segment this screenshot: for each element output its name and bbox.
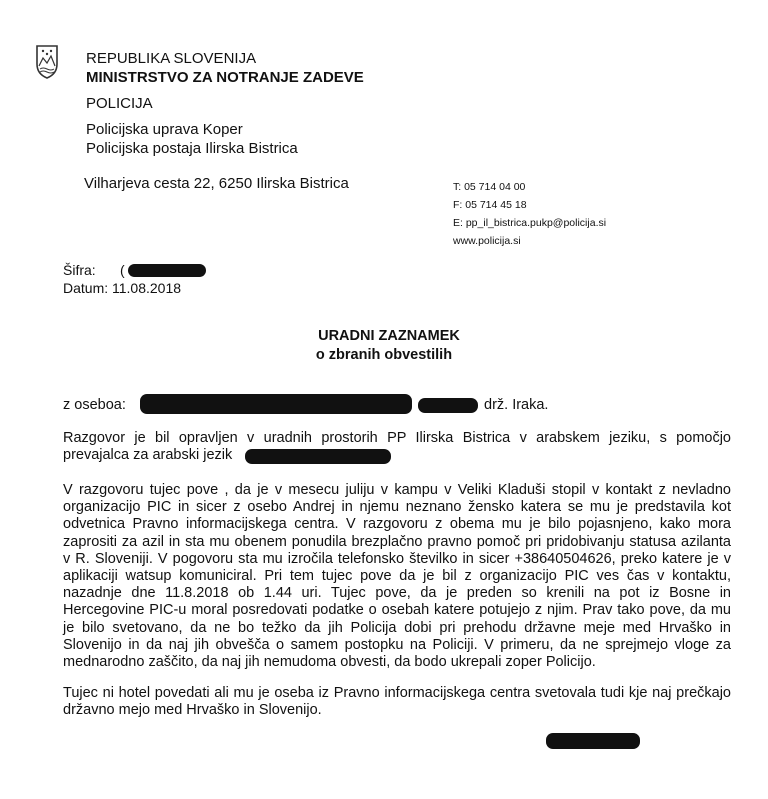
website: www.policija.si <box>453 235 521 247</box>
redaction-name <box>140 394 412 414</box>
paragraph-line: aplikaciji watsup komuniciral. Pri tem tujec pove da je bil z organizacijo PIC ves čas v kontaktu, <box>63 568 731 585</box>
document-date: Datum: 11.08.2018 <box>63 280 182 296</box>
paragraph-statement <box>63 482 731 671</box>
paragraph-line: v R. Sloveniji. V pogovoru sta mu izročila telefonsko številko in sicer +38640504626, preko katere je v <box>63 550 731 567</box>
directorate-name: Policijska uprava Koper <box>86 121 243 138</box>
country-name: REPUBLIKA SLOVENIJA <box>86 50 257 67</box>
paragraph-line: Razgovor je bil opravljen v uradnih prostorih PP Ilirska Bistrica v arabskem jeziku, s pomočjo <box>63 430 731 446</box>
title-line-1: URADNI ZAZNAMEK <box>318 328 460 344</box>
paragraph-line: odvetnica Pravno informacijskega centra. V razgovoru z obema mu je bilo pojasnjeno, kako mora <box>63 516 731 533</box>
redaction-code <box>128 264 206 277</box>
station-address: Vilharjeva cesta 22, 6250 Ilirska Bistrica <box>84 175 349 192</box>
paragraph-interview-location <box>63 430 731 464</box>
paragraph-line: Slovenijo in da naj jih obvešča o samem postopku na Policiji. V primeru, da ne sprejmejo vloge za <box>63 636 731 653</box>
phone-number: T: 05 714 04 00 <box>453 181 526 193</box>
contact-block <box>453 178 606 250</box>
coat-of-arms-icon <box>34 44 60 80</box>
subject-label: z oseboa: <box>63 397 126 413</box>
redaction-signature <box>546 733 640 749</box>
code-label: Šifra: <box>63 262 96 278</box>
paragraph-line: mednarodno zaščito, da naj jih nemudoma obvesti, da bodo ukrepali zoper Policijo. <box>63 654 596 671</box>
fax-number: F: 05 714 45 18 <box>453 199 527 211</box>
paragraph-line: je bilo svetovano, da ne bo težko da jih Policija dobi pri prehodu državne meje med Hrvaško in <box>63 619 731 636</box>
paragraph-line: prevajalca za arabski jezik <box>63 447 233 464</box>
station-name: Policijska postaja Ilirska Bistrica <box>86 140 298 157</box>
paragraph-line: Tujec ni hotel povedati ali mu je oseba iz Pravno informacijskega centra svetovala tudi kje naj prečkajo <box>63 685 731 701</box>
document-title <box>0 327 768 365</box>
police-name: POLICIJA <box>86 95 153 112</box>
redaction-detail <box>418 398 478 413</box>
redaction-translator <box>245 449 391 464</box>
subject-suffix: drž. Iraka. <box>484 397 549 413</box>
paragraph-conclusion <box>63 685 731 719</box>
email-address: E: pp_il_bistrica.pukp@policija.si <box>453 217 607 229</box>
ministry-name: MINISTRSTVO ZA NOTRANJE ZADEVE <box>86 69 364 86</box>
paragraph-line: Hercegovine PIC-u moral posredovati podatke o osebah katere potujejo z njim. Prav tako pove, da mu <box>63 602 731 619</box>
paragraph-line: organizacijo PIC in sicer z osebo Andrej in njemu neznano žensko katera se mu je predstavila kot <box>63 499 731 516</box>
code-prefix: ( <box>120 262 125 278</box>
paragraph-line: državno mejo med Hrvaško in Slovenijo. <box>63 702 322 719</box>
paragraph-line: zaprositi za azil in sta mu obenem ponudila brezplačno pravno pomoč pri pridobivanju statusa azilanta <box>63 533 731 550</box>
title-line-2: o zbranih obvestilih <box>315 347 453 363</box>
paragraph-line: nazadnje dne 11.8.2018 ob 1.44 uri. Tujec pove, da je preden so krenili na pot iz Bosne in <box>63 585 731 602</box>
paragraph-line: V razgovoru tujec pove , da je v mesecu juliju v kampu v Veliki Kladuši stopil v kontakt z nevladno <box>63 482 731 498</box>
